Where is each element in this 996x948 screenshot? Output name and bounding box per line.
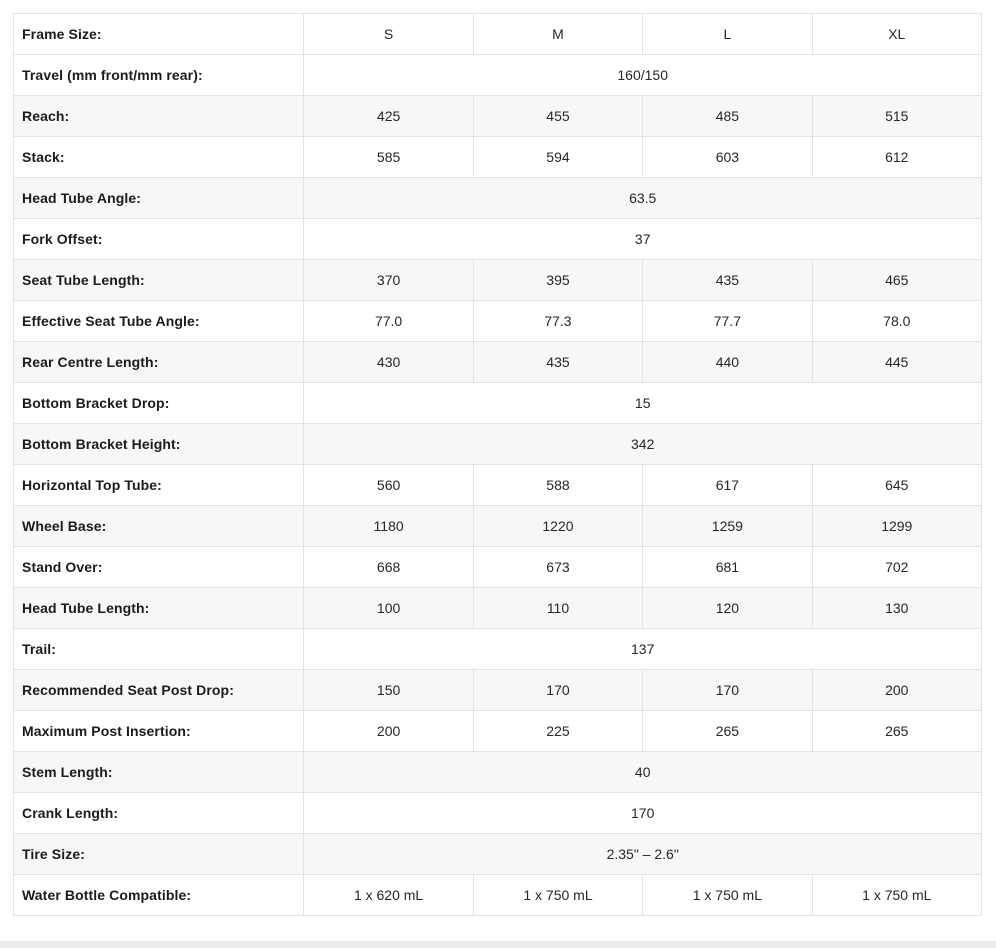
spec-row: [14, 219, 982, 260]
spec-row: [14, 260, 982, 301]
spec-row: [14, 178, 982, 219]
value-cell: 585: [304, 137, 473, 178]
merged-value-cell: 2.35" – 2.6": [304, 834, 982, 875]
geometry-table: [13, 13, 982, 916]
spec-row: [14, 711, 982, 752]
value-cell: 603: [643, 137, 812, 178]
column-header-m: M: [473, 14, 642, 55]
column-header-xl: XL: [812, 14, 981, 55]
row-label: Tire Size:: [14, 834, 304, 875]
row-label: Head Tube Angle:: [14, 178, 304, 219]
value-cell: 1 x 750 mL: [812, 875, 981, 916]
value-cell: 560: [304, 465, 473, 506]
value-cell: 200: [812, 670, 981, 711]
value-cell: 515: [812, 96, 981, 137]
row-label: Stand Over:: [14, 547, 304, 588]
merged-value-cell: 63.5: [304, 178, 982, 219]
value-cell: 77.7: [643, 301, 812, 342]
row-label: Travel (mm front/mm rear):: [14, 55, 304, 96]
row-label: Recommended Seat Post Drop:: [14, 670, 304, 711]
spec-row: [14, 424, 982, 465]
row-label: Maximum Post Insertion:: [14, 711, 304, 752]
merged-value-cell: 37: [304, 219, 982, 260]
merged-value-cell: 160/150: [304, 55, 982, 96]
column-header-l: L: [643, 14, 812, 55]
value-cell: 110: [473, 588, 642, 629]
row-label: Head Tube Length:: [14, 588, 304, 629]
row-label: Wheel Base:: [14, 506, 304, 547]
value-cell: 1 x 620 mL: [304, 875, 473, 916]
value-cell: 370: [304, 260, 473, 301]
spec-row: [14, 793, 982, 834]
value-cell: 645: [812, 465, 981, 506]
value-cell: 1299: [812, 506, 981, 547]
page-bottom-strip: [0, 941, 996, 948]
value-cell: 430: [304, 342, 473, 383]
value-cell: 445: [812, 342, 981, 383]
spec-row: [14, 506, 982, 547]
value-cell: 673: [473, 547, 642, 588]
value-cell: 77.3: [473, 301, 642, 342]
row-label: Rear Centre Length:: [14, 342, 304, 383]
value-cell: 1 x 750 mL: [473, 875, 642, 916]
spec-row: [14, 834, 982, 875]
value-cell: 440: [643, 342, 812, 383]
spec-row: [14, 752, 982, 793]
row-label: Horizontal Top Tube:: [14, 465, 304, 506]
spec-row: [14, 629, 982, 670]
value-cell: 170: [643, 670, 812, 711]
value-cell: 465: [812, 260, 981, 301]
value-cell: 1 x 750 mL: [643, 875, 812, 916]
spec-row: [14, 670, 982, 711]
row-label: Effective Seat Tube Angle:: [14, 301, 304, 342]
merged-value-cell: 342: [304, 424, 982, 465]
value-cell: 150: [304, 670, 473, 711]
spec-row: [14, 96, 982, 137]
row-label: Seat Tube Length:: [14, 260, 304, 301]
value-cell: 455: [473, 96, 642, 137]
row-label: Fork Offset:: [14, 219, 304, 260]
row-label: Stem Length:: [14, 752, 304, 793]
merged-value-cell: 137: [304, 629, 982, 670]
spec-row: [14, 342, 982, 383]
geometry-table-head: [14, 14, 982, 55]
spec-row: [14, 588, 982, 629]
value-cell: 435: [643, 260, 812, 301]
value-cell: 681: [643, 547, 812, 588]
value-cell: 702: [812, 547, 981, 588]
value-cell: 594: [473, 137, 642, 178]
row-label: Bottom Bracket Drop:: [14, 383, 304, 424]
spec-row: [14, 383, 982, 424]
spec-row: [14, 301, 982, 342]
value-cell: 395: [473, 260, 642, 301]
value-cell: 130: [812, 588, 981, 629]
value-cell: 617: [643, 465, 812, 506]
value-cell: 120: [643, 588, 812, 629]
row-label: Water Bottle Compatible:: [14, 875, 304, 916]
merged-value-cell: 170: [304, 793, 982, 834]
spec-row: [14, 465, 982, 506]
value-cell: 200: [304, 711, 473, 752]
value-cell: 1259: [643, 506, 812, 547]
row-label: Trail:: [14, 629, 304, 670]
header-row: [14, 14, 982, 55]
value-cell: 1220: [473, 506, 642, 547]
value-cell: 265: [812, 711, 981, 752]
value-cell: 78.0: [812, 301, 981, 342]
spec-row: [14, 547, 982, 588]
value-cell: 485: [643, 96, 812, 137]
value-cell: 225: [473, 711, 642, 752]
value-cell: 100: [304, 588, 473, 629]
merged-value-cell: 15: [304, 383, 982, 424]
merged-value-cell: 40: [304, 752, 982, 793]
value-cell: 77.0: [304, 301, 473, 342]
spec-row: [14, 55, 982, 96]
value-cell: 435: [473, 342, 642, 383]
value-cell: 612: [812, 137, 981, 178]
spec-table-body: [14, 55, 982, 916]
row-label: Reach:: [14, 96, 304, 137]
value-cell: 668: [304, 547, 473, 588]
row-label: Crank Length:: [14, 793, 304, 834]
spec-row: [14, 137, 982, 178]
row-label: Bottom Bracket Height:: [14, 424, 304, 465]
value-cell: 588: [473, 465, 642, 506]
value-cell: 170: [473, 670, 642, 711]
spec-row: [14, 875, 982, 916]
value-cell: 1180: [304, 506, 473, 547]
header-row-label: Frame Size:: [14, 14, 304, 55]
column-header-s: S: [304, 14, 473, 55]
value-cell: 425: [304, 96, 473, 137]
row-label: Stack:: [14, 137, 304, 178]
value-cell: 265: [643, 711, 812, 752]
